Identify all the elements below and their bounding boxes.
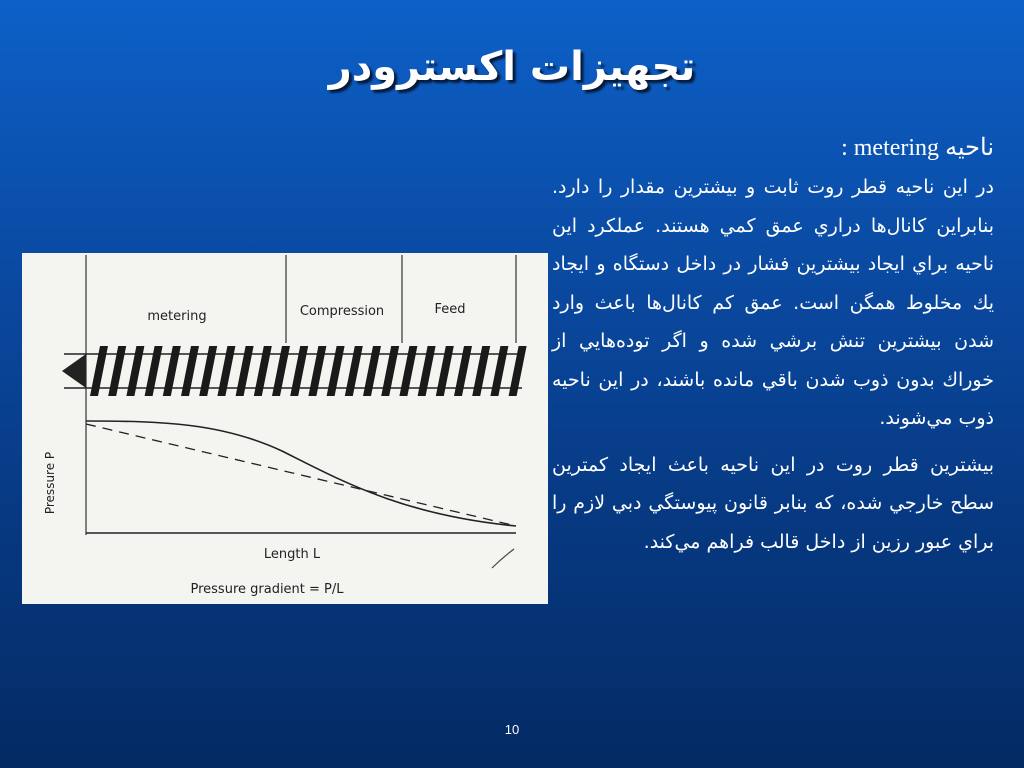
pressure-gradient-line	[86, 424, 516, 526]
section-label-fa: ناحيه	[945, 135, 994, 161]
paragraph-1: در اين ناحيه قطر روت ثابت و بيشترين مقدار را دارد. بنابراين کانال‌ها دراري عمق کمي هستند. عملکرد اين ناحيه براي ايجاد بيشترين فشار در داخل دستگاه و ايجاد يك مخلوط همگن است. عمق کم کانال‌ها باعث وارد شدن بيشترين تنش برشي شده و اگر توده‌هايي از خوراك بدون ذوب شدن باقي مانده باشند، در اين ناحيه ذوب مي‌شوند.	[552, 176, 994, 429]
x-axis-label: Length L	[263, 547, 321, 562]
slide-title: تجهيزات اکسترودر	[328, 44, 696, 90]
section-heading	[552, 128, 994, 168]
y-axis-label: Pressure P	[43, 451, 57, 515]
text-column	[552, 128, 994, 569]
screw-tip	[62, 354, 86, 388]
decorative-mark	[492, 549, 514, 568]
section-colon: :	[841, 135, 848, 161]
zone-label-compression: Compression	[299, 304, 385, 319]
extruder-diagram	[22, 253, 548, 604]
diagram-caption: Pressure gradient = P/L	[190, 582, 344, 597]
page-number: 10	[504, 722, 520, 737]
zone-label-metering: metering	[147, 309, 207, 324]
section-label-en: metering	[853, 135, 940, 161]
zone-label-feed: Feed	[434, 302, 466, 317]
paragraph-2: بيشترين قطر روت در اين ناحيه باعث ايجاد کمترين سطح خارجي شده، که بنابر قانون پيوستگي دبي لازم را براي عبور رزين از داخل قالب فراهم مي‌کند.	[552, 453, 994, 553]
